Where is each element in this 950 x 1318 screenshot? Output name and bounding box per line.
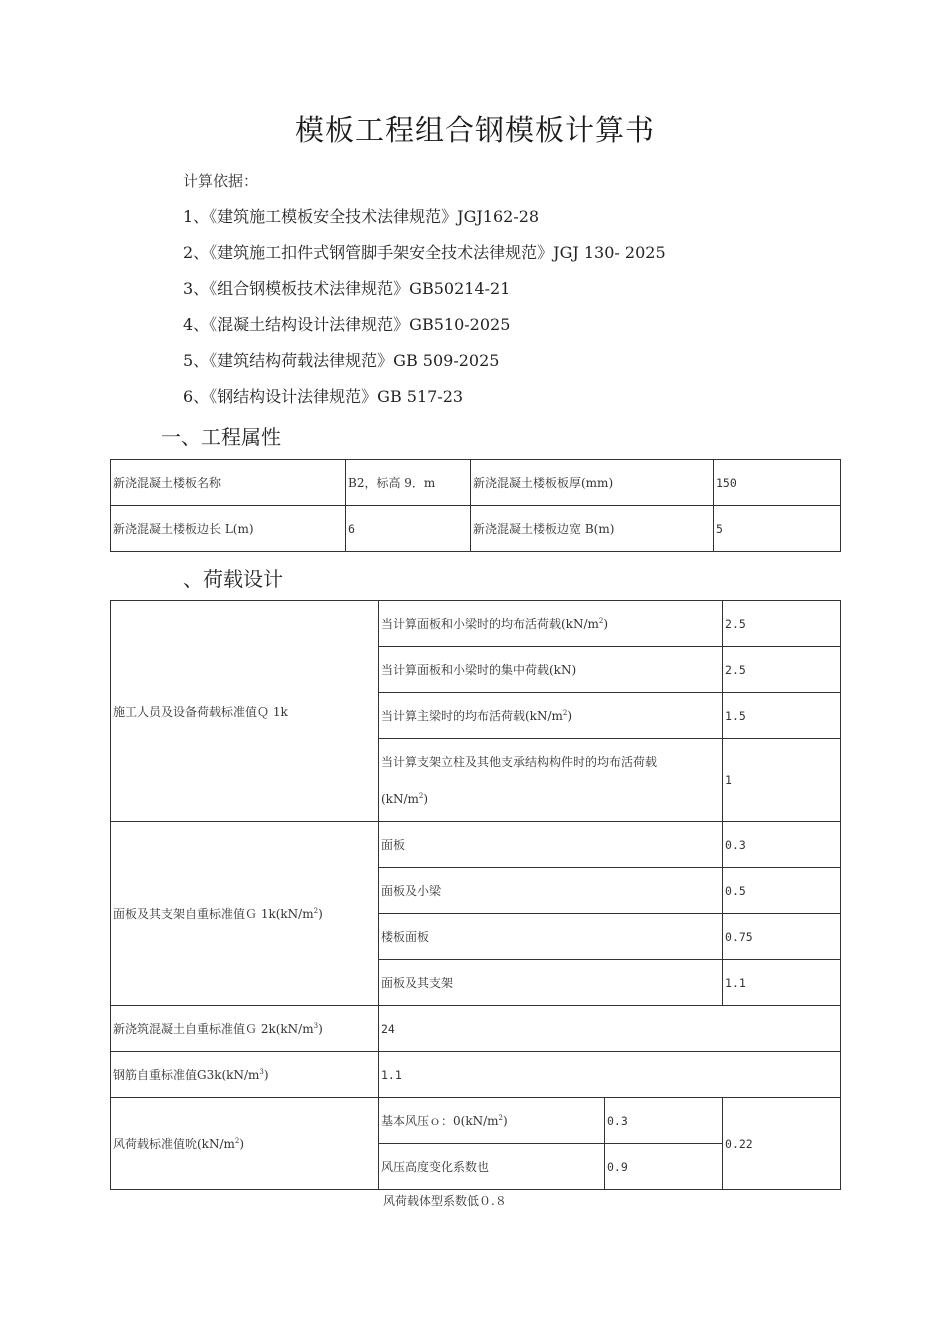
reference-item: 1、《建筑施工模板安全技术法律规范》JGJ162-28	[183, 207, 540, 226]
table-cell: B2，标高 9．m	[346, 460, 471, 506]
table-cell: 面板	[379, 822, 723, 868]
cell-text: 新浇筑混凝土自重标准值Ｇ 2k(kN/m	[113, 1022, 314, 1036]
section-heading-loads: 、荷载设计	[183, 567, 283, 591]
cell-text: )	[502, 1114, 508, 1128]
unit-superscript: 2	[498, 1114, 503, 1122]
cell-text: 施工人员及设备荷载标准值Ｑ 1k	[113, 704, 288, 719]
cell-text: 当计算面板和小梁时的均布活荷载(kN/m	[381, 617, 599, 631]
cell-text: 风荷载标准值吮(kN/m	[113, 1137, 235, 1151]
unit-superscript: 2	[598, 617, 604, 625]
table-row	[111, 506, 841, 552]
table-cell: 24	[379, 1006, 841, 1052]
cell-text: )	[603, 617, 609, 631]
g1k-label	[111, 822, 379, 1006]
table-cell	[379, 693, 723, 739]
unit-superscript: 2	[234, 1137, 240, 1145]
table-cell	[379, 739, 723, 822]
reference-item: 4、《混凝土结构设计法律规范》GB510-2025	[183, 315, 511, 334]
cell-text: )	[567, 709, 573, 723]
table-cell	[379, 601, 723, 647]
basis-label: 计算依据：	[183, 172, 259, 190]
cell-text: 面板及其支架自重标准值Ｇ 1k(kN/m	[113, 907, 314, 921]
table-row	[111, 1006, 841, 1052]
document-title: 模板工程组合钢模板计算书	[294, 113, 655, 147]
cell-text: 钢筋自重标准值G3k(kN/m	[113, 1068, 260, 1082]
reference-item: 5、《建筑结构荷载法律规范》GB 509-2025	[183, 351, 500, 370]
cell-text: )	[318, 1022, 323, 1036]
unit-superscript: 3	[259, 1068, 264, 1076]
table-row	[111, 822, 841, 868]
cell-text: )	[263, 1068, 269, 1082]
table-cell: 1.1	[379, 1052, 841, 1098]
table-cell: 新浇混凝土楼板板厚(mm)	[471, 460, 714, 506]
reference-item: 3、《组合钢模板技术法律规范》GB50214-21	[183, 279, 511, 298]
table-cell: 1	[723, 739, 841, 822]
cell-text: )	[318, 907, 323, 921]
table-cell: 新浇混凝土楼板边宽 B(m)	[471, 506, 714, 552]
table-cell: 150	[714, 460, 841, 506]
table-cell: 当计算面板和小梁时的集中荷载(kN)	[379, 647, 723, 693]
table-cell: 1.5	[723, 693, 841, 739]
table-cell: 1.1	[723, 960, 841, 1006]
properties-table	[110, 459, 841, 552]
cell-text: )	[423, 791, 429, 806]
table-cell: 面板及其支架	[379, 960, 723, 1006]
table-cell: 6	[346, 506, 471, 552]
table-cell: 2.5	[723, 601, 841, 647]
reference-item: 6、《钢结构设计法律规范》GB 517-23	[183, 387, 464, 406]
loads-table	[110, 600, 841, 1190]
table-cell: 风压高度变化系数也	[379, 1144, 605, 1190]
table-cell: 面板及小梁	[379, 868, 723, 914]
cell-text: 基本风压ｏ：0(kN/m	[381, 1114, 499, 1128]
cell-text: (kN/m	[381, 791, 419, 806]
table-cell: 0.5	[723, 868, 841, 914]
g2k-label	[111, 1006, 379, 1052]
table-row	[111, 1098, 841, 1144]
table-cell: 新浇混凝土楼板名称	[111, 460, 346, 506]
section-heading-properties: 一、工程属性	[161, 425, 281, 449]
table-cell: 0.9	[605, 1144, 723, 1190]
table-cell: 5	[714, 506, 841, 552]
unit-superscript: 2	[562, 709, 568, 717]
table-cell: 楼板面板	[379, 914, 723, 960]
cell-text: 当计算支架立柱及其他支承结构构件时的均布活荷载	[381, 754, 658, 769]
table-cell: 新浇混凝土楼板边长 L(m)	[111, 506, 346, 552]
table-cell: 0.3	[605, 1098, 723, 1144]
table-cell	[379, 1098, 605, 1144]
cell-text: )	[239, 1137, 245, 1151]
table-row	[111, 1052, 841, 1098]
table-cell: 0.3	[723, 822, 841, 868]
q1k-label	[111, 601, 379, 822]
cell-text: 当计算主梁时的均布活荷载(kN/m	[381, 709, 563, 723]
g3k-label	[111, 1052, 379, 1098]
table-cell: 2.5	[723, 647, 841, 693]
table-row	[111, 460, 841, 506]
wind-shape-coefficient-note: 风荷载体型系数低０.８	[383, 1194, 507, 1208]
unit-superscript: 2	[418, 791, 424, 800]
unit-superscript: 3	[313, 1022, 319, 1030]
reference-item: 2、《建筑施工扣件式钢管脚手架安全技术法律规范》JGJ 130- 2025	[183, 243, 666, 262]
unit-superscript: 2	[313, 907, 319, 915]
wind-value: 0.22	[723, 1098, 841, 1190]
wind-label	[111, 1098, 379, 1190]
table-row	[111, 601, 841, 647]
table-cell: 0.75	[723, 914, 841, 960]
